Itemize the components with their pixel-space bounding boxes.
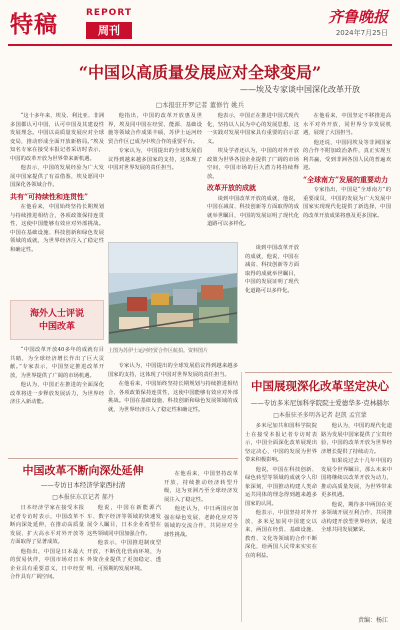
- left-story-intro: [10, 346, 104, 454]
- paragraph: 谈到中国改革开放的成就，他说，中国在减贫、科技创新等方面取得的成就举世瞩目，中国的发展证明了现代化道路可以多样化。: [245, 245, 299, 294]
- photo-aerial-port: [109, 243, 237, 343]
- paragraph: 谈到中国改革开放的成就，他说，中国在减贫、科技创新等方面取得的成就举世瞩目，中国的发展证明了现代化道路可以多样化。: [207, 195, 299, 227]
- weekly-badge: 周刊: [86, 22, 132, 39]
- column-tag-line: 海外人士评说: [29, 309, 84, 319]
- paragraph: “中国改革开放40多年的成就有目共睹，为全球经济增长作出了巨大贡献。”专家表示，中国坚定推进改革开放，为世界提供了广阔的市场机遇。: [10, 347, 104, 379]
- paragraph: 专家认为，中国提出的全球发展倡议得到越来越多国家的支持，这体现了中国对世界发展的责任担当。: [108, 148, 202, 171]
- paragraph: 他认为，中国正在推进的全面深化改革将进一步释放发展活力，为世界经济注入新动能。: [10, 382, 104, 405]
- paragraph: 他指出，中国是日本最大的贸易伙伴，中国市场对日本企业具有重要意义，日中经贸合作具有广阔空间。: [10, 548, 84, 580]
- news-photo: [108, 242, 238, 344]
- paragraph: 埃及学者还认为，中国的对外开放政策为世界各国企业提供了广阔的市场空间，中国市场的巨大潜力将持续释放。: [207, 148, 299, 180]
- paragraph: 多米尼加共和国科学院院士在接受本报记者专访时表示，中国全面深化改革展现出坚定决心，中国的发展为世界带来积极影响。: [245, 423, 317, 463]
- top-headline: “中国以高质量发展应对全球变局”: [78, 63, 322, 82]
- paragraph: 他说，期待多中两国在更多领域开展互利合作，共同推动构建开放型世界经济，促进全球共同发展繁荣。: [321, 501, 392, 533]
- photo-caption: 上图为苏伊士运河经贸合作区航拍。资料图片: [108, 348, 209, 354]
- divider: [241, 372, 242, 622]
- masthead: [0, 0, 400, 48]
- paragraph: 如果说过去十几年中国的发展令世界瞩目，那么未来中国将继续以改革开放为动力，推动高质量发展，为世界带来更多机遇。: [321, 458, 392, 498]
- section-heading: 共有“可持续性和连贯性”: [10, 191, 89, 201]
- top-subheadline: ——埃及专家谈中国深化改革开放: [240, 85, 360, 94]
- top-story-col-3: [207, 112, 299, 238]
- bottom-story-col-3: [164, 470, 238, 620]
- right-subheadline: ——专访多米尼加科学院院士爱德华多·克林赫尔: [250, 399, 390, 407]
- column-tag-line: 中国改革: [38, 322, 75, 332]
- paragraph: 在他看来，中国始终坚持长期规划与持续推进相结合，各项政策保持连贯性，这使中国能够有效应对外部挑战。中国在基础设施、科技创新和绿色发展领域的成就，为世界经济注入了稳定性和确定性。: [108, 381, 238, 413]
- section-heading: 改革开放的成就: [207, 183, 256, 192]
- top-story-col-4: [303, 112, 391, 370]
- top-story-col-2: [108, 112, 202, 238]
- paragraph: 他还说，中国同埃及等非洲国家的合作不附加政治条件，真正实现互利共赢，受到非洲各国人民的普遍欢迎。: [303, 139, 391, 171]
- paragraph: 他指出，中国的改革开放惠及世界，埃及同中国在经贸、能源、基础设施等领域合作成果丰硕，苏伊士运河经贸合作区已成为中埃合作的重要平台。: [108, 113, 202, 145]
- paragraph: 他说，中国在科技创新、绿色转型等领域的成就令人印象深刻，中国推动构建人类命运共同体的理念得到越来越多国家的认同。: [245, 466, 317, 507]
- paragraph: 在他看来，中国坚定不移推进高水平对外开放，同世界分享发展机遇，展现了大国担当。: [303, 113, 391, 136]
- bottom-subheadline: ——专访日本经济学家西村清: [40, 481, 126, 489]
- section-title: 特稿: [10, 11, 58, 38]
- paragraph: 他表示，中国推进制度型开放，不断优化营商环境，为外资企业提供了更加稳定、透明、可预期的发展环境。: [87, 540, 161, 572]
- top-story-col-3-continued: [245, 244, 299, 370]
- paragraph: 他表示，中国的发展经验为广大发展中国家提供了有益借鉴，埃及愿同中国深化各领域合作。: [10, 165, 104, 188]
- paragraph: 在他看来，中国始终坚持长期规划与持续推进相结合，各项政策保持连贯性，这使中国能够有效应对外部挑战。中国在基础设施、科技创新和绿色发展领域的成就，为世界经济注入了稳定性和确定性。: [10, 204, 104, 253]
- top-story-col-1: [10, 112, 104, 294]
- right-story-col-1: [245, 422, 317, 618]
- paragraph: 他说，中国在新能源汽车、数字经济等领域的快速发展令人瞩目，日本企业希望在这些领域同中国加强合作。: [87, 505, 161, 537]
- paragraph: 专家指出，中国是“全球南方”的重要成员，中国的发展为广大发展中国家实现现代化提供了新选择，中国的改革开放成果将惠及更多国家。: [303, 187, 391, 219]
- bottom-byline: □本报驻东京记者 郝丹: [52, 494, 114, 501]
- divider: [8, 458, 238, 459]
- right-headline: 中国展现深化改革坚定决心: [251, 379, 389, 393]
- paragraph: 他还认为，中日两国应加强在绿色发展、老龄化应对等领域的交流合作，共同应对全球性挑战。: [164, 506, 238, 538]
- center-story-text: [108, 362, 238, 454]
- paragraph: “这十多年来，埃及、利比亚、非洲多国都认可中国，认可中国及其建设性发展理念。中国以高质量发展应对全球变局，推动形成全面开放新格局。”埃及知名专家在接受本报记者采访时表示，中国的改革开放为世界带来新机遇。: [10, 113, 104, 162]
- column-tag: [10, 300, 104, 340]
- divider: [245, 372, 392, 373]
- bottom-story-col-1: [10, 504, 84, 620]
- editor-credit: 责编：杨江: [357, 617, 388, 624]
- newspaper-logo: 齐鲁晚报: [327, 8, 388, 26]
- section-subtitle-en: REPORT: [86, 8, 132, 18]
- paragraph: 日本经济学家在接受本报记者专访时表示，中国改革不断向深处延伸，在推动高质量发展、扩大高水平对外开放等方面取得了显著成效。: [10, 505, 84, 545]
- paragraph: 在他看来，中国坚持改革开放，持续推动经济转型升级，这为亚洲乃至全球经济发展注入了稳定性。: [164, 471, 238, 503]
- bottom-headline: 中国改革不断向深处延伸: [22, 464, 144, 477]
- bottom-story-col-2: [87, 504, 161, 620]
- paragraph: 他表示，中国正在推进中国式现代化，坚持以人民为中心的发展思想，这一实践对发展中国家具有重要的启示意义。: [207, 113, 299, 145]
- paragraph: 专家认为，中国提出的全球发展倡议得到越来越多国家的支持，这体现了中国对世界发展的责任担当。: [108, 363, 238, 378]
- top-byline: □本报驻开罗记者 董修竹 姚兵: [155, 101, 245, 109]
- masthead-rule: [8, 44, 392, 46]
- right-byline: □本报驻圣多明各记者 赵凯 孟宜蒙: [273, 412, 367, 419]
- paragraph: 他表示，中国坚持对外开放，多米尼加同中国建交以来，两国在经贸、基础设施、教育、文化等领域的合作不断深化，给两国人民带来实实在在的利益。: [245, 510, 317, 559]
- right-story-col-2: [321, 422, 392, 618]
- section-heading: “全球南方”发展的重要动力: [303, 174, 389, 184]
- issue-date: 2024年7月25日: [335, 29, 388, 37]
- paragraph: 他认为，中国的现代化道路为发展中国家提供了宝贵经验，中国的改革开放为世界经济增长提供了持续动力。: [321, 423, 392, 455]
